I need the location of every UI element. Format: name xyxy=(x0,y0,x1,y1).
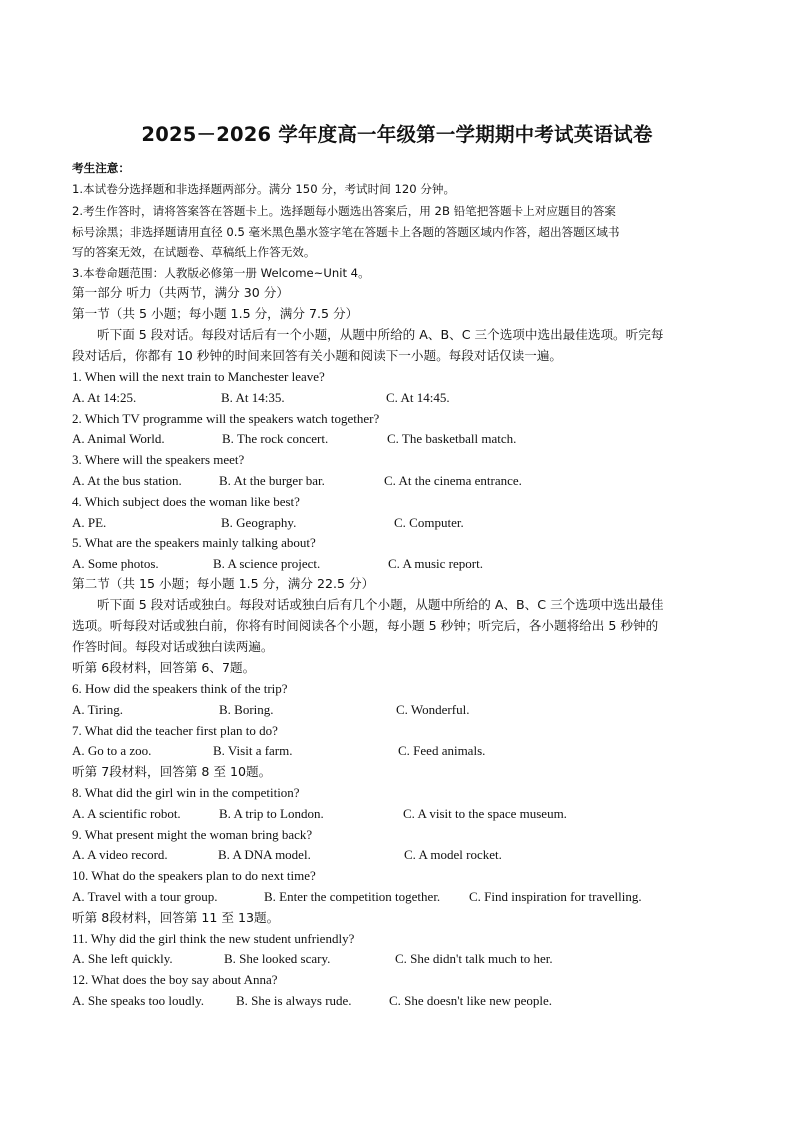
option-c: C. She didn't talk much to her. xyxy=(395,951,553,966)
section1-instructions: 段对话后，你都有 10 秒钟的时间来回答有关小题和阅读下一小题。每段对话仅读一遍。 xyxy=(72,348,563,363)
option-a: A. Animal World. xyxy=(72,431,165,446)
option-c: C. The basketball match. xyxy=(387,431,517,446)
question-stem: 10. What do the speakers plan to do next time? xyxy=(72,868,316,883)
question-stem: 12. What does the boy say about Anna? xyxy=(72,972,278,987)
option-a: A. PE. xyxy=(72,515,107,530)
material-label: 听第 7段材料，回答第 8 至 10题。 xyxy=(72,764,272,779)
option-c: C. At 14:45. xyxy=(386,390,450,405)
option-b: B. A DNA model. xyxy=(218,847,311,862)
option-a: A. Travel with a tour group. xyxy=(72,889,218,904)
option-b: B. She is always rude. xyxy=(236,993,352,1008)
option-c: C. Wonderful. xyxy=(396,702,470,717)
question-stem: 6. How did the speakers think of the trip? xyxy=(72,681,288,696)
notice-item: 2.考生作答时，请将答案答在答题卡上。选择题每小题选出答案后，用 2B 铅笔把答题卡上对应题目的答案 xyxy=(72,204,616,218)
section1-heading: 第一节（共 5 小题；每小题 1.5 分，满分 7.5 分） xyxy=(72,306,359,321)
section2-instructions: 选项。听每段对话或独白前，你将有时间阅读各个小题，每小题 5 秒钟；听完后，各小题将给出 5 秒钟的 xyxy=(72,618,659,633)
option-a: A. Go to a zoo. xyxy=(72,743,152,758)
notice-item: 1.本试卷分选择题和非选择题两部分。满分 150 分，考试时间 120 分钟。 xyxy=(72,182,456,196)
notice-item: 写的答案无效，在试题卷、草稿纸上作答无效。 xyxy=(72,245,316,259)
option-a: A. A video record. xyxy=(72,847,168,862)
option-b: B. Geography. xyxy=(221,515,297,530)
question-stem: 7. What did the teacher first plan to do? xyxy=(72,723,278,738)
question-stem: 11. Why did the girl think the new student unfriendly? xyxy=(72,931,355,946)
part1-heading: 第一部分 听力（共两节，满分 30 分） xyxy=(72,285,289,300)
material-label: 听第 6段材料，回答第 6、7题。 xyxy=(72,660,256,675)
option-c: C. Computer. xyxy=(394,515,464,530)
option-c: C. At the cinema entrance. xyxy=(384,473,522,488)
section2-heading: 第二节（共 15 小题；每小题 1.5 分，满分 22.5 分） xyxy=(72,576,375,591)
option-c: C. A music report. xyxy=(388,556,483,571)
option-b: B. Visit a farm. xyxy=(213,743,293,758)
option-b: B. Boring. xyxy=(219,702,274,717)
option-a: A. She left quickly. xyxy=(72,951,173,966)
exam-title: 2025－2026 学年度高一年级第一学期期中考试英语试卷 xyxy=(141,123,653,146)
option-b: B. A trip to London. xyxy=(219,806,324,821)
option-b: B. The rock concert. xyxy=(222,431,329,446)
option-a: A. She speaks too loudly. xyxy=(72,993,205,1008)
section2-instructions: 作答时间。每段对话或独白读两遍。 xyxy=(72,639,274,654)
option-c: C. Find inspiration for travelling. xyxy=(469,889,642,904)
option-c: C. A visit to the space museum. xyxy=(403,806,567,821)
question-stem: 8. What did the girl win in the competition? xyxy=(72,785,300,800)
question-stem: 2. Which TV programme will the speakers watch together? xyxy=(72,411,380,426)
option-b: B. At 14:35. xyxy=(221,390,285,405)
option-a: A. Some photos. xyxy=(72,556,159,571)
section1-instructions: 听下面 5 段对话。每段对话后有一个小题，从题中所给的 A、B、C 三个选项中选出最佳选项。听完每 xyxy=(97,327,664,342)
option-c: C. She doesn't like new people. xyxy=(389,993,553,1008)
question-stem: 3. Where will the speakers meet? xyxy=(72,452,245,467)
material-label: 听第 8段材料，回答第 11 至 13题。 xyxy=(72,910,280,925)
option-a: A. A scientific robot. xyxy=(72,806,181,821)
option-b: B. A science project. xyxy=(213,556,321,571)
notice-item: 3.本卷命题范围：人教版必修第一册 Welcome~Unit 4。 xyxy=(72,266,370,280)
question-stem: 9. What present might the woman bring back? xyxy=(72,827,313,842)
question-stem: 1. When will the next train to Manchester leave? xyxy=(72,369,325,384)
option-a: A. At 14:25. xyxy=(72,390,137,405)
option-c: C. Feed animals. xyxy=(398,743,486,758)
option-b: B. At the burger bar. xyxy=(219,473,325,488)
section2-instructions: 听下面 5 段对话或独白。每段对话或独白后有几个小题，从题中所给的 A、B、C 三个选项中选出最佳 xyxy=(97,597,664,612)
option-a: A. At the bus station. xyxy=(72,473,182,488)
question-stem: 5. What are the speakers mainly talking about? xyxy=(72,535,316,550)
option-b: B. Enter the competition together. xyxy=(264,889,441,904)
notice-heading: 考生注意： xyxy=(72,161,130,175)
option-c: C. A model rocket. xyxy=(404,847,502,862)
option-a: A. Tiring. xyxy=(72,702,123,717)
question-stem: 4. Which subject does the woman like best? xyxy=(72,494,300,509)
option-b: B. She looked scary. xyxy=(224,951,331,966)
notice-item: 标号涂黑；非选择题请用直径 0.5 毫米黑色墨水签字笔在答题卡上各题的答题区域内作答，超出答题区域书 xyxy=(72,225,620,239)
